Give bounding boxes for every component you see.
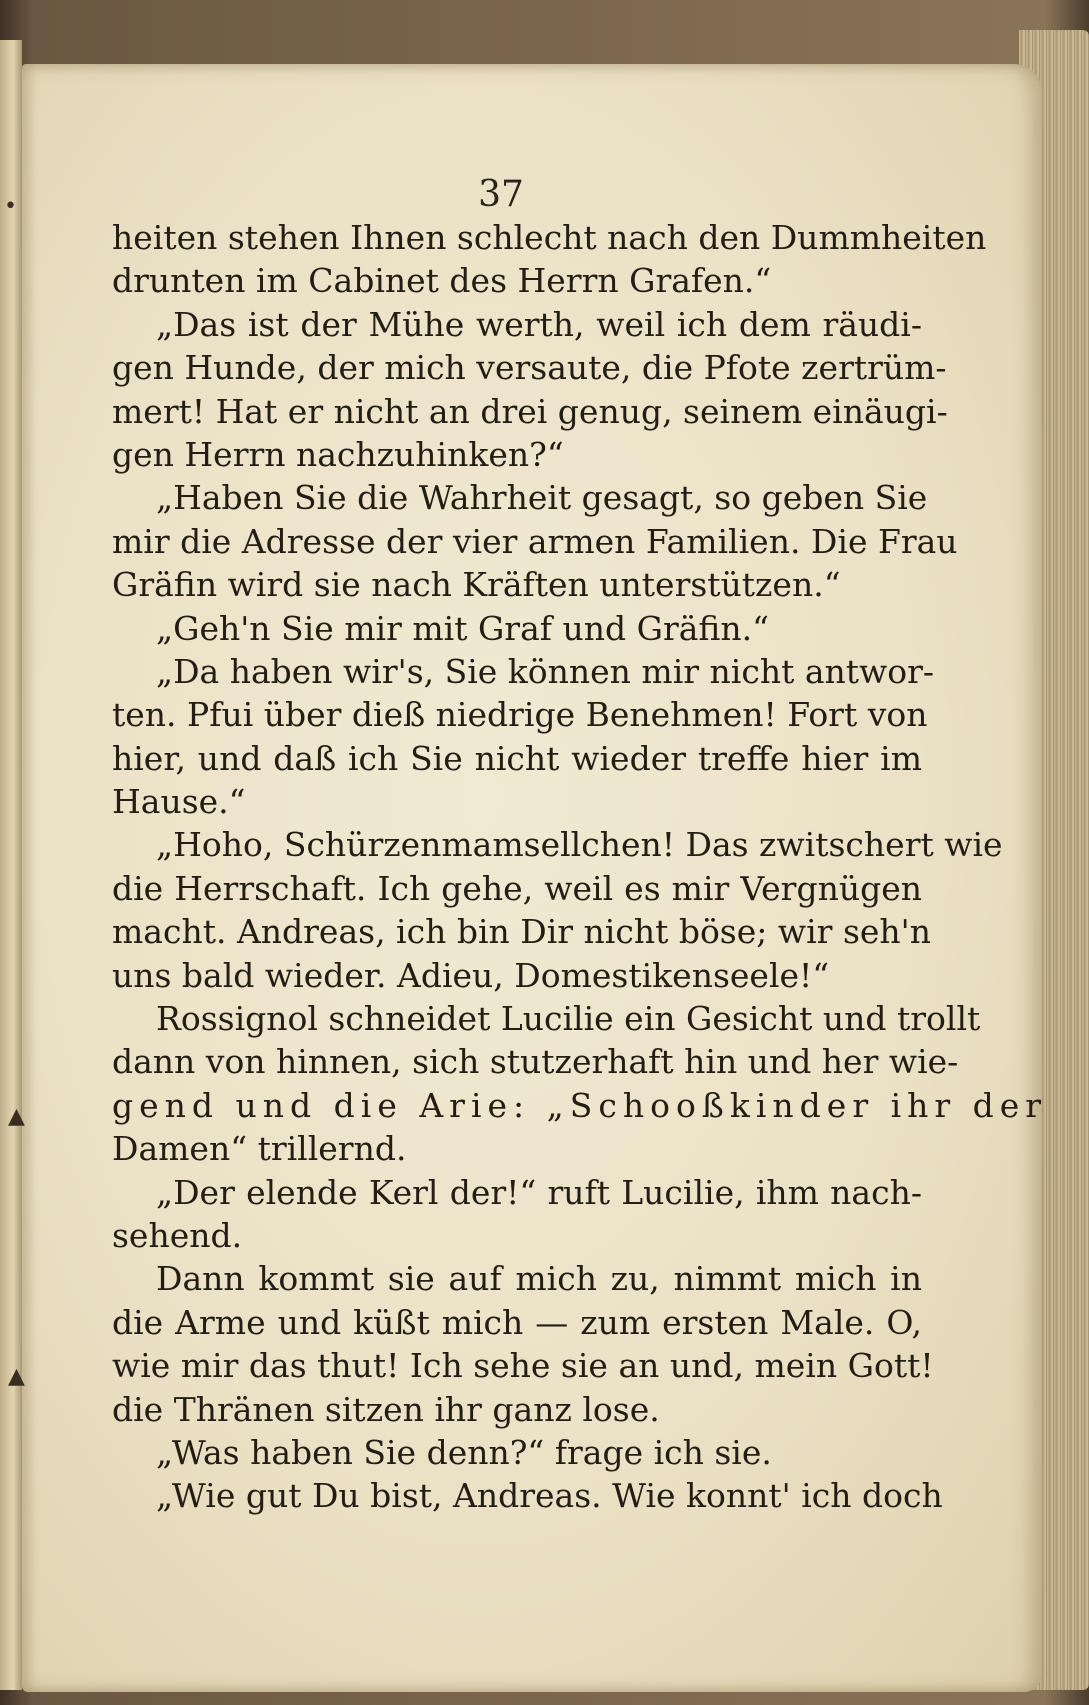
margin-mark: ▲: [8, 1364, 25, 1389]
text-line: „Da haben wir's, Sie können mir nicht antwor-: [156, 651, 935, 691]
text-line: „Das ist der Mühe werth, weil ich dem räudi-: [156, 304, 922, 344]
margin-mark: ▲: [8, 1104, 25, 1129]
facing-page-edge: [0, 40, 22, 1690]
text-line: macht. Andreas, ich bin Dir nicht böse; wir seh'n: [112, 912, 931, 952]
text-line: mir die Adresse der vier armen Familien. Die Frau: [112, 521, 958, 561]
page-number: 37: [478, 174, 524, 215]
text-line: gen Hunde, der mich versaute, die Pfote zertrüm-: [112, 348, 947, 388]
text-line: „Der elende Kerl der!“ ruft Lucilie, ihm nach-: [156, 1172, 922, 1212]
text-line: „Geh'n Sie mir mit Graf und Gräfin.“: [156, 608, 770, 648]
text-line: Hause.“: [112, 782, 246, 822]
text-line: „Haben Sie die Wahrheit gesagt, so geben Sie: [156, 478, 928, 518]
text-line: Damen“ trillernd.: [112, 1129, 407, 1169]
text-line: „Hoho, Schürzenmamsellchen! Das zwitschert wie: [156, 825, 1003, 865]
text-line: Rossignol schneidet Lucilie ein Gesicht und trollt: [156, 999, 981, 1039]
text-line: heiten stehen Ihnen schlecht nach den Dummheiten: [112, 218, 987, 257]
text-line: mert! Hat er nicht an drei genug, seinem einäugi-: [112, 391, 948, 431]
text-line: ten. Pfui über dieß niedrige Benehmen! Fort von: [112, 695, 928, 735]
text-line: hier, und daß ich Sie nicht wieder treffe hier im: [112, 738, 922, 778]
text-line: sehend.: [112, 1215, 243, 1255]
text-line: dann von hinnen, sich stutzerhaft hin und her wie-: [112, 1042, 959, 1082]
text-line: die Thränen sitzen ihr ganz lose.: [112, 1389, 660, 1429]
text-line: die Herrschaft. Ich gehe, weil es mir Vergnügen: [112, 868, 922, 908]
book-page: [4, 64, 1048, 1692]
text-line: Gräfin wird sie nach Kräften unterstützen.“: [112, 565, 841, 605]
text-line: die Arme und küßt mich — zum ersten Male. O,: [112, 1302, 922, 1342]
text-line: uns bald wieder. Adieu, Domestikenseele!“: [112, 955, 830, 995]
text-line: gend und die Arie: „Schooßkinder ihr der: [112, 1085, 1048, 1125]
text-line: wie mir das thut! Ich sehe sie an und, mein Gott!: [112, 1346, 934, 1386]
body-text: [112, 216, 1048, 1518]
text-line: „Wie gut Du bist, Andreas. Wie konnt' ich doch: [156, 1476, 943, 1516]
text-line: gen Herrn nachzuhinken?“: [112, 434, 564, 474]
margin-mark: •: [4, 194, 17, 219]
text-line: Dann kommt sie auf mich zu, nimmt mich in: [156, 1259, 922, 1299]
text-line: „Was haben Sie denn?“ frage ich sie.: [156, 1432, 772, 1472]
text-line: drunten im Cabinet des Herrn Grafen.“: [112, 261, 772, 301]
